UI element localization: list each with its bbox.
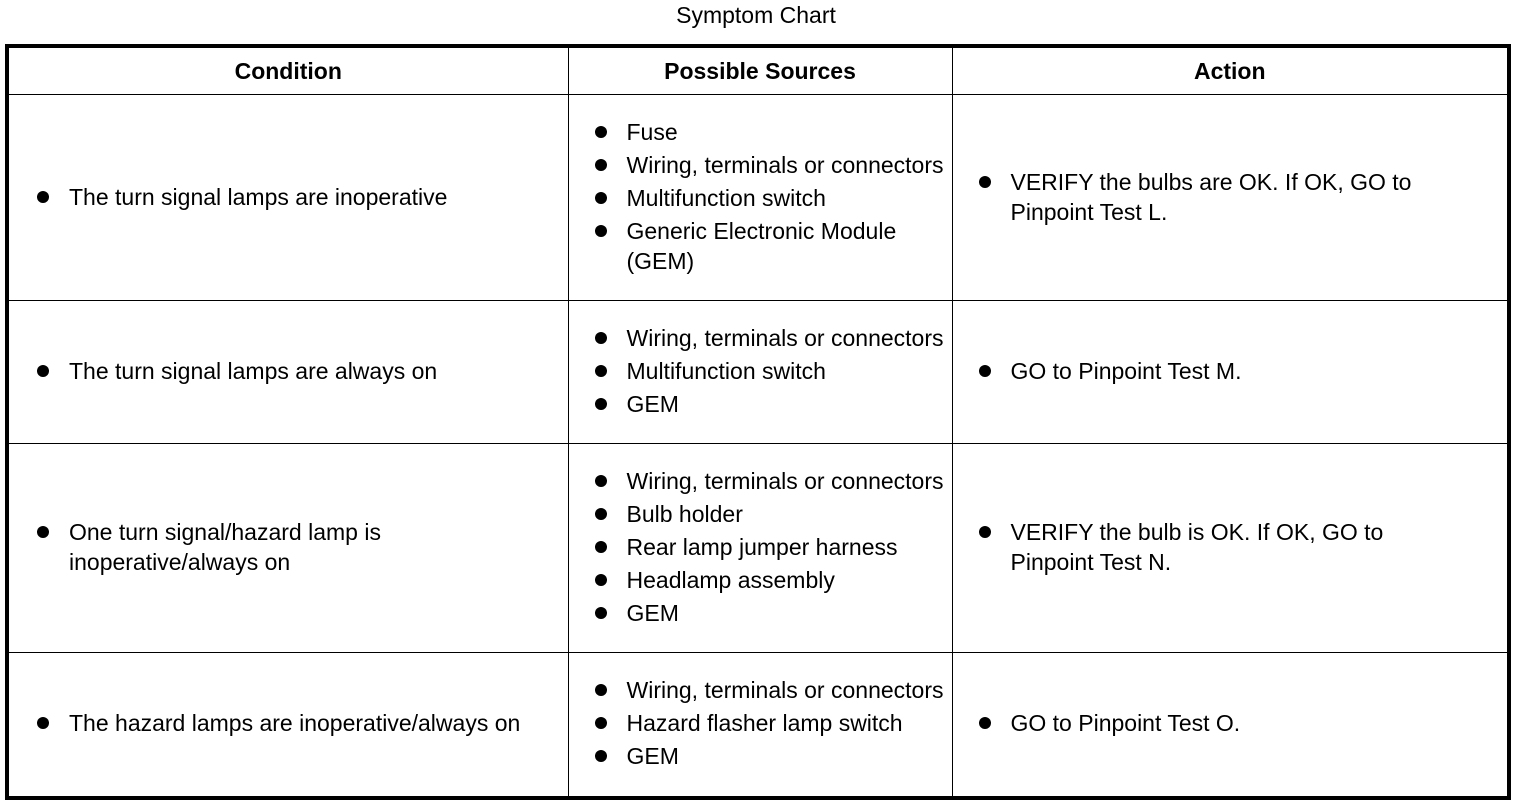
source-item: GEM [627,598,946,628]
source-item: GEM [627,741,946,771]
action-text: VERIFY the bulb is OK. If OK, GO to Pinpoint Test N. [1011,517,1468,577]
action-cell [952,444,1509,653]
source-item: Hazard flasher lamp switch [627,708,946,738]
header-row [7,46,1509,95]
source-item: Wiring, terminals or connectors [626,152,944,178]
source-item: Wiring, terminals or connectors [626,468,944,494]
action-cell [952,301,1509,444]
condition-text: The turn signal lamps are inoperative [69,182,560,212]
source-item: Bulb holder [627,499,946,529]
source-item: Wiring, terminals or connectors [626,325,944,351]
table-row [7,444,1509,653]
condition-cell [7,95,568,301]
action-text: GO to Pinpoint Test M. [1011,356,1468,386]
header-action: Action [952,46,1509,95]
source-item: Rear lamp jumper harness [627,532,946,562]
sources-cell [568,95,952,301]
condition-text: The turn signal lamps are always on [69,356,560,386]
sources-cell [568,301,952,444]
source-item: Generic Electronic Module (GEM) [627,216,946,276]
sources-cell [568,444,952,653]
table-row [7,301,1509,444]
condition-text: The hazard lamps are inoperative/always on [69,708,560,738]
source-item: Fuse [627,117,946,147]
action-cell [952,653,1509,798]
action-text: VERIFY the bulbs are OK. If OK, GO to Pinpoint Test L. [1011,167,1468,227]
sources-cell [568,653,952,798]
action-cell [952,95,1509,301]
condition-cell [7,653,568,798]
header-possible-sources: Possible Sources [568,46,952,95]
condition-cell [7,444,568,653]
source-item: Wiring, terminals or connectors [626,677,944,704]
symptom-table [5,44,1511,800]
table-row [7,95,1509,301]
condition-text: One turn signal/hazard lamp is inoperative/always on [69,517,560,577]
condition-cell [7,301,568,444]
header-condition: Condition [7,46,568,95]
page-title: Symptom Chart [676,2,836,28]
source-item: Headlamp assembly [627,565,946,595]
source-item: GEM [627,389,946,419]
table-row [7,653,1509,798]
source-item: Multifunction switch [627,356,946,386]
source-item: Multifunction switch [627,183,946,213]
action-text: GO to Pinpoint Test O. [1011,708,1468,738]
